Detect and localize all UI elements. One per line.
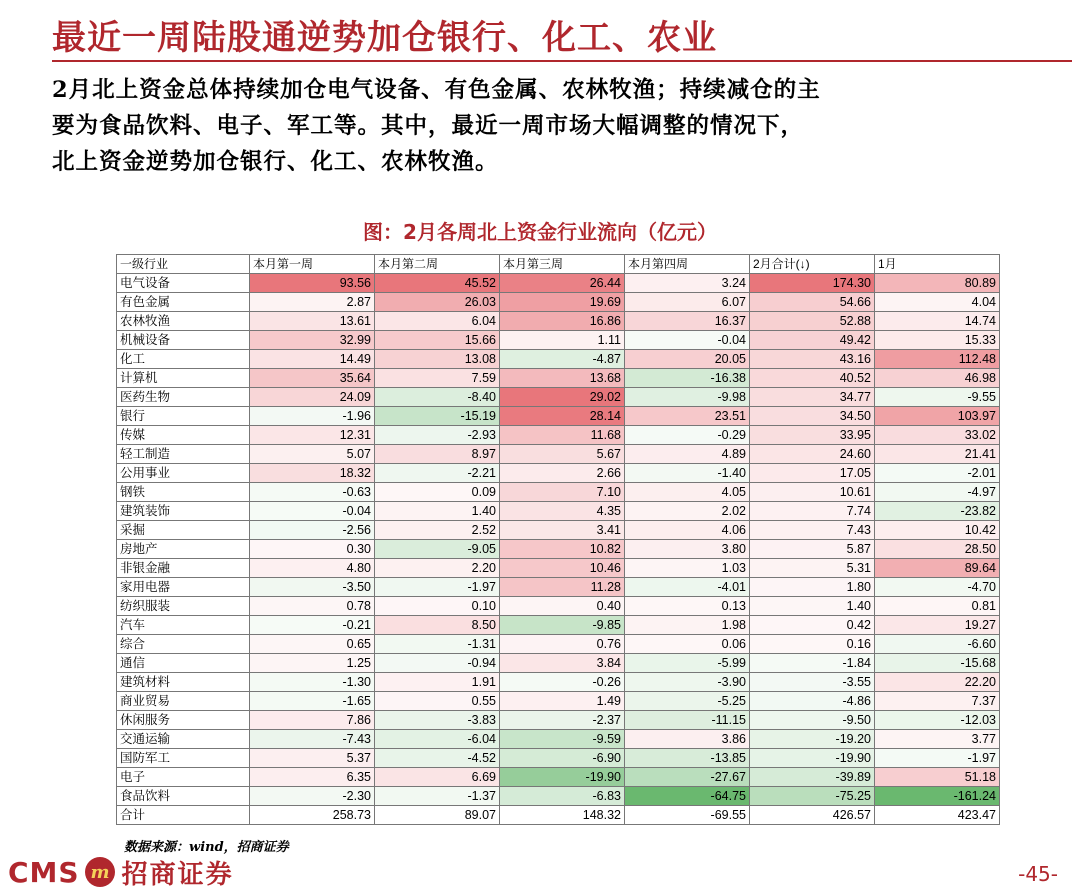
flow-value-cell: -2.21 bbox=[375, 464, 500, 483]
table-row bbox=[117, 483, 1000, 502]
flow-value-cell: 52.88 bbox=[750, 312, 875, 331]
column-header: 一级行业 bbox=[117, 255, 250, 274]
table-row bbox=[117, 711, 1000, 730]
flow-value-cell: 19.69 bbox=[500, 293, 625, 312]
total-value-cell: 148.32 bbox=[500, 806, 625, 825]
industry-name: 食品饮料 bbox=[117, 787, 250, 806]
flow-value-cell: 0.13 bbox=[625, 597, 750, 616]
flow-value-cell: -1.37 bbox=[375, 787, 500, 806]
flow-value-cell: -3.90 bbox=[625, 673, 750, 692]
flow-value-cell: 3.86 bbox=[625, 730, 750, 749]
industry-name: 汽车 bbox=[117, 616, 250, 635]
total-value-cell: 423.47 bbox=[875, 806, 1000, 825]
table-row bbox=[117, 578, 1000, 597]
flow-value-cell: -5.25 bbox=[625, 692, 750, 711]
flow-value-cell: 0.40 bbox=[500, 597, 625, 616]
flow-value-cell: 12.31 bbox=[250, 426, 375, 445]
flow-value-cell: 7.10 bbox=[500, 483, 625, 502]
flow-value-cell: 33.02 bbox=[875, 426, 1000, 445]
flow-value-cell: 10.82 bbox=[500, 540, 625, 559]
flow-value-cell: 6.07 bbox=[625, 293, 750, 312]
flow-value-cell: 1.91 bbox=[375, 673, 500, 692]
flow-value-cell: -11.15 bbox=[625, 711, 750, 730]
table-row bbox=[117, 654, 1000, 673]
flow-value-cell: -6.04 bbox=[375, 730, 500, 749]
flow-value-cell: 34.50 bbox=[750, 407, 875, 426]
flow-value-cell: 5.67 bbox=[500, 445, 625, 464]
flow-value-cell: 23.51 bbox=[625, 407, 750, 426]
flow-value-cell: 17.05 bbox=[750, 464, 875, 483]
industry-name: 有色金属 bbox=[117, 293, 250, 312]
flow-value-cell: -3.55 bbox=[750, 673, 875, 692]
flow-value-cell: -19.90 bbox=[500, 768, 625, 787]
flow-value-cell: -2.01 bbox=[875, 464, 1000, 483]
table-row bbox=[117, 331, 1000, 350]
flow-value-cell: 51.18 bbox=[875, 768, 1000, 787]
flow-value-cell: 28.14 bbox=[500, 407, 625, 426]
flow-value-cell: 10.46 bbox=[500, 559, 625, 578]
flow-value-cell: 11.28 bbox=[500, 578, 625, 597]
industry-name: 医药生物 bbox=[117, 388, 250, 407]
flow-value-cell: 3.84 bbox=[500, 654, 625, 673]
table-row bbox=[117, 426, 1000, 445]
flow-value-cell: 103.97 bbox=[875, 407, 1000, 426]
flow-value-cell: -2.30 bbox=[250, 787, 375, 806]
table-row bbox=[117, 369, 1000, 388]
table-row bbox=[117, 616, 1000, 635]
flow-value-cell: 4.35 bbox=[500, 502, 625, 521]
flow-value-cell: 5.87 bbox=[750, 540, 875, 559]
flow-value-cell: 89.64 bbox=[875, 559, 1000, 578]
summary-text bbox=[52, 72, 1076, 180]
flow-value-cell: 10.42 bbox=[875, 521, 1000, 540]
industry-name: 建筑装饰 bbox=[117, 502, 250, 521]
flow-value-cell: -4.87 bbox=[500, 350, 625, 369]
flow-value-cell: 3.77 bbox=[875, 730, 1000, 749]
flow-value-cell: 11.68 bbox=[500, 426, 625, 445]
flow-value-cell: 1.40 bbox=[750, 597, 875, 616]
industry-name: 商业贸易 bbox=[117, 692, 250, 711]
industry-name: 非银金融 bbox=[117, 559, 250, 578]
industry-name: 建筑材料 bbox=[117, 673, 250, 692]
flow-value-cell: 3.24 bbox=[625, 274, 750, 293]
industry-name: 轻工制造 bbox=[117, 445, 250, 464]
table-row bbox=[117, 312, 1000, 331]
summary-line: 北上资金逆势加仓银行、化工、农林牧渔。 bbox=[52, 149, 499, 175]
flow-value-cell: -1.65 bbox=[250, 692, 375, 711]
total-value-cell: 258.73 bbox=[250, 806, 375, 825]
flow-value-cell: 0.76 bbox=[500, 635, 625, 654]
page-title: 最近一周陆股通逆势加仓银行、化工、农业 bbox=[52, 18, 717, 58]
flow-value-cell: 14.74 bbox=[875, 312, 1000, 331]
flow-value-cell: -2.93 bbox=[375, 426, 500, 445]
flow-value-cell: -27.67 bbox=[625, 768, 750, 787]
summary-line: 2月北上资金总体持续加仓电气设备、有色金属、农林牧渔；持续减仓的主 bbox=[52, 77, 821, 103]
flow-value-cell: -0.29 bbox=[625, 426, 750, 445]
flow-value-cell: -7.43 bbox=[250, 730, 375, 749]
flow-value-cell: -6.83 bbox=[500, 787, 625, 806]
table-row bbox=[117, 502, 1000, 521]
flow-value-cell: 1.98 bbox=[625, 616, 750, 635]
flow-value-cell: -0.26 bbox=[500, 673, 625, 692]
flow-value-cell: 10.61 bbox=[750, 483, 875, 502]
flow-value-cell: 0.10 bbox=[375, 597, 500, 616]
table-row bbox=[117, 521, 1000, 540]
flow-value-cell: 0.30 bbox=[250, 540, 375, 559]
flow-value-cell: 7.86 bbox=[250, 711, 375, 730]
table-row bbox=[117, 673, 1000, 692]
column-header: 2月合计(↓) bbox=[750, 255, 875, 274]
table-row bbox=[117, 597, 1000, 616]
table-row bbox=[117, 388, 1000, 407]
flow-value-cell: 1.11 bbox=[500, 331, 625, 350]
flow-value-cell: 4.80 bbox=[250, 559, 375, 578]
flow-value-cell: -8.40 bbox=[375, 388, 500, 407]
flow-value-cell: -9.55 bbox=[875, 388, 1000, 407]
flow-value-cell: 8.50 bbox=[375, 616, 500, 635]
industry-name: 钢铁 bbox=[117, 483, 250, 502]
flow-value-cell: 0.81 bbox=[875, 597, 1000, 616]
flow-value-cell: 0.65 bbox=[250, 635, 375, 654]
flow-value-cell: -15.68 bbox=[875, 654, 1000, 673]
table-total-row bbox=[117, 806, 1000, 825]
industry-name: 电子 bbox=[117, 768, 250, 787]
industry-name: 国防军工 bbox=[117, 749, 250, 768]
industry-name: 休闲服务 bbox=[117, 711, 250, 730]
flow-value-cell: 4.89 bbox=[625, 445, 750, 464]
flow-value-cell: -4.70 bbox=[875, 578, 1000, 597]
data-source: 数据来源：wind，招商证券 bbox=[124, 840, 289, 855]
flow-value-cell: -9.05 bbox=[375, 540, 500, 559]
logo-latin: CMS bbox=[8, 855, 80, 889]
flow-value-cell: 22.20 bbox=[875, 673, 1000, 692]
flow-value-cell: -39.89 bbox=[750, 768, 875, 787]
flow-value-cell: -4.97 bbox=[875, 483, 1000, 502]
flow-value-cell: 0.78 bbox=[250, 597, 375, 616]
flow-value-cell: 35.64 bbox=[250, 369, 375, 388]
title-divider bbox=[52, 60, 1072, 62]
summary-line: 要为食品饮料、电子、军工等。其中，最近一周市场大幅调整的情况下， bbox=[52, 113, 805, 139]
flow-value-cell: -19.90 bbox=[750, 749, 875, 768]
flow-value-cell: 3.41 bbox=[500, 521, 625, 540]
flow-value-cell: -1.97 bbox=[375, 578, 500, 597]
flow-value-cell: 4.04 bbox=[875, 293, 1000, 312]
industry-name: 房地产 bbox=[117, 540, 250, 559]
flow-value-cell: 5.07 bbox=[250, 445, 375, 464]
emblem-text: m bbox=[90, 862, 110, 883]
flow-value-cell: 7.37 bbox=[875, 692, 1000, 711]
flow-value-cell: 26.44 bbox=[500, 274, 625, 293]
flow-value-cell: 6.04 bbox=[375, 312, 500, 331]
flow-value-cell: 20.05 bbox=[625, 350, 750, 369]
flow-value-cell: -15.19 bbox=[375, 407, 500, 426]
flow-value-cell: 5.37 bbox=[250, 749, 375, 768]
flow-value-cell: 2.87 bbox=[250, 293, 375, 312]
flow-value-cell: 2.02 bbox=[625, 502, 750, 521]
flow-value-cell: 46.98 bbox=[875, 369, 1000, 388]
flow-value-cell: -4.52 bbox=[375, 749, 500, 768]
flow-value-cell: 34.77 bbox=[750, 388, 875, 407]
flow-value-cell: 16.86 bbox=[500, 312, 625, 331]
cms-emblem-icon bbox=[84, 856, 116, 888]
flow-value-cell: 45.52 bbox=[375, 274, 500, 293]
flow-value-cell: 0.16 bbox=[750, 635, 875, 654]
flow-value-cell: 21.41 bbox=[875, 445, 1000, 464]
flow-value-cell: 1.25 bbox=[250, 654, 375, 673]
flow-value-cell: 49.42 bbox=[750, 331, 875, 350]
flow-value-cell: 13.08 bbox=[375, 350, 500, 369]
flow-value-cell: 24.09 bbox=[250, 388, 375, 407]
flow-value-cell: -0.04 bbox=[250, 502, 375, 521]
flow-value-cell: 3.80 bbox=[625, 540, 750, 559]
flow-value-cell: -3.83 bbox=[375, 711, 500, 730]
flow-value-cell: -13.85 bbox=[625, 749, 750, 768]
table-row bbox=[117, 464, 1000, 483]
industry-name: 机械设备 bbox=[117, 331, 250, 350]
total-value-cell: -69.55 bbox=[625, 806, 750, 825]
industry-name: 银行 bbox=[117, 407, 250, 426]
flow-value-cell: 15.66 bbox=[375, 331, 500, 350]
flow-value-cell: 7.74 bbox=[750, 502, 875, 521]
industry-name: 传媒 bbox=[117, 426, 250, 445]
industry-name: 纺织服装 bbox=[117, 597, 250, 616]
flow-value-cell: 18.32 bbox=[250, 464, 375, 483]
flow-value-cell: 19.27 bbox=[875, 616, 1000, 635]
flow-value-cell: 93.56 bbox=[250, 274, 375, 293]
flow-value-cell: -2.37 bbox=[500, 711, 625, 730]
flow-value-cell: -6.60 bbox=[875, 635, 1000, 654]
flow-value-cell: 1.40 bbox=[375, 502, 500, 521]
flow-value-cell: -161.24 bbox=[875, 787, 1000, 806]
flow-value-cell: 14.49 bbox=[250, 350, 375, 369]
industry-name: 农林牧渔 bbox=[117, 312, 250, 331]
table-row bbox=[117, 635, 1000, 654]
flow-value-cell: -1.84 bbox=[750, 654, 875, 673]
flow-value-cell: 174.30 bbox=[750, 274, 875, 293]
flow-value-cell: 24.60 bbox=[750, 445, 875, 464]
flow-value-cell: 0.09 bbox=[375, 483, 500, 502]
total-value-cell: 89.07 bbox=[375, 806, 500, 825]
flow-value-cell: -0.21 bbox=[250, 616, 375, 635]
industry-name: 电气设备 bbox=[117, 274, 250, 293]
flow-value-cell: -16.38 bbox=[625, 369, 750, 388]
flow-value-cell: 112.48 bbox=[875, 350, 1000, 369]
flow-value-cell: -23.82 bbox=[875, 502, 1000, 521]
flow-value-cell: -5.99 bbox=[625, 654, 750, 673]
table-row bbox=[117, 350, 1000, 369]
table-header-row bbox=[117, 255, 1000, 274]
column-header: 本月第四周 bbox=[625, 255, 750, 274]
flow-value-cell: -0.63 bbox=[250, 483, 375, 502]
flow-value-cell: -1.40 bbox=[625, 464, 750, 483]
column-header: 本月第一周 bbox=[250, 255, 375, 274]
industry-name: 化工 bbox=[117, 350, 250, 369]
flow-value-cell: 1.49 bbox=[500, 692, 625, 711]
table-row bbox=[117, 540, 1000, 559]
flow-value-cell: 0.42 bbox=[750, 616, 875, 635]
flow-value-cell: 43.16 bbox=[750, 350, 875, 369]
flow-value-cell: 13.61 bbox=[250, 312, 375, 331]
total-value-cell: 426.57 bbox=[750, 806, 875, 825]
table-row bbox=[117, 407, 1000, 426]
table-row bbox=[117, 730, 1000, 749]
flow-value-cell: 7.43 bbox=[750, 521, 875, 540]
flow-value-cell: -3.50 bbox=[250, 578, 375, 597]
flow-value-cell: -12.03 bbox=[875, 711, 1000, 730]
flow-value-cell: -0.94 bbox=[375, 654, 500, 673]
flow-value-cell: 6.35 bbox=[250, 768, 375, 787]
industry-name: 公用事业 bbox=[117, 464, 250, 483]
flow-value-cell: 28.50 bbox=[875, 540, 1000, 559]
industry-name: 家用电器 bbox=[117, 578, 250, 597]
industry-name: 采掘 bbox=[117, 521, 250, 540]
flow-value-cell: 5.31 bbox=[750, 559, 875, 578]
flow-value-cell: 2.52 bbox=[375, 521, 500, 540]
flow-value-cell: 80.89 bbox=[875, 274, 1000, 293]
flow-value-cell: 54.66 bbox=[750, 293, 875, 312]
flow-value-cell: 40.52 bbox=[750, 369, 875, 388]
flow-value-cell: -9.50 bbox=[750, 711, 875, 730]
flow-value-cell: 4.06 bbox=[625, 521, 750, 540]
column-header: 1月 bbox=[875, 255, 1000, 274]
flow-value-cell: 2.66 bbox=[500, 464, 625, 483]
industry-name: 交通运输 bbox=[117, 730, 250, 749]
table-row bbox=[117, 274, 1000, 293]
flow-value-cell: 26.03 bbox=[375, 293, 500, 312]
logo-chinese: 招商证券 bbox=[121, 859, 234, 890]
flow-value-cell: -75.25 bbox=[750, 787, 875, 806]
flow-value-cell: 0.06 bbox=[625, 635, 750, 654]
flow-value-cell: -64.75 bbox=[625, 787, 750, 806]
flow-value-cell: -19.20 bbox=[750, 730, 875, 749]
table-row bbox=[117, 692, 1000, 711]
table-row bbox=[117, 768, 1000, 787]
flow-value-cell: -9.85 bbox=[500, 616, 625, 635]
flow-value-cell: 7.59 bbox=[375, 369, 500, 388]
page-number: -45- bbox=[1018, 862, 1058, 886]
table-row bbox=[117, 787, 1000, 806]
flow-value-cell: 4.05 bbox=[625, 483, 750, 502]
flow-value-cell: 32.99 bbox=[250, 331, 375, 350]
table-row bbox=[117, 749, 1000, 768]
flow-value-cell: 16.37 bbox=[625, 312, 750, 331]
flow-value-cell: 1.80 bbox=[750, 578, 875, 597]
flow-value-cell: -0.04 bbox=[625, 331, 750, 350]
flow-value-cell: 2.20 bbox=[375, 559, 500, 578]
industry-name: 计算机 bbox=[117, 369, 250, 388]
column-header: 本月第二周 bbox=[375, 255, 500, 274]
flow-value-cell: 13.68 bbox=[500, 369, 625, 388]
flow-value-cell: 1.03 bbox=[625, 559, 750, 578]
flow-value-cell: 29.02 bbox=[500, 388, 625, 407]
table-title: 图：2月各周北上资金行业流向（亿元） bbox=[363, 220, 717, 244]
table-row bbox=[117, 559, 1000, 578]
table-row bbox=[117, 293, 1000, 312]
flow-value-cell: 0.55 bbox=[375, 692, 500, 711]
flow-value-cell: -2.56 bbox=[250, 521, 375, 540]
industry-flow-table bbox=[116, 254, 1000, 825]
cms-logo bbox=[8, 852, 234, 892]
column-header: 本月第三周 bbox=[500, 255, 625, 274]
flow-value-cell: -9.59 bbox=[500, 730, 625, 749]
flow-value-cell: 15.33 bbox=[875, 331, 1000, 350]
flow-value-cell: -6.90 bbox=[500, 749, 625, 768]
flow-value-cell: -4.01 bbox=[625, 578, 750, 597]
flow-value-cell: 33.95 bbox=[750, 426, 875, 445]
flow-value-cell: -1.30 bbox=[250, 673, 375, 692]
flow-value-cell: -1.97 bbox=[875, 749, 1000, 768]
industry-name: 通信 bbox=[117, 654, 250, 673]
table-row bbox=[117, 445, 1000, 464]
flow-value-cell: 6.69 bbox=[375, 768, 500, 787]
flow-value-cell: -1.31 bbox=[375, 635, 500, 654]
flow-value-cell: 8.97 bbox=[375, 445, 500, 464]
flow-value-cell: -1.96 bbox=[250, 407, 375, 426]
flow-value-cell: -4.86 bbox=[750, 692, 875, 711]
total-label: 合计 bbox=[117, 806, 250, 825]
flow-value-cell: -9.98 bbox=[625, 388, 750, 407]
industry-name: 综合 bbox=[117, 635, 250, 654]
table-body bbox=[117, 255, 1000, 825]
